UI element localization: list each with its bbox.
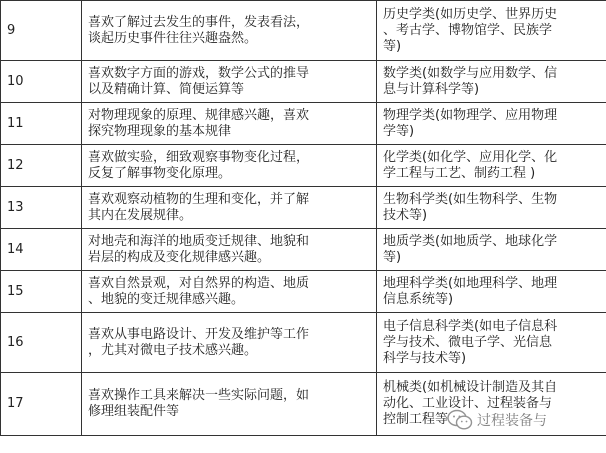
row-number: 14 — [1, 229, 82, 271]
table-row — [1, 373, 606, 436]
major-cell — [377, 187, 606, 229]
table-row — [1, 187, 606, 229]
watermark-text: 过程装备与 — [477, 413, 547, 429]
major-cell — [377, 145, 606, 187]
major-category: 历史学类(如历史学、世界历史 、考古学、博物馆学、民族学 等) — [383, 6, 558, 54]
major-cell — [377, 103, 606, 145]
major-category: 物理学类(如物理学、应用物理 学等) — [383, 107, 558, 139]
major-category: 生物科学类(如生物科学、生物 技术等) — [383, 191, 558, 223]
major-category: 地理科学类(如地理科学、地理 信息系统等) — [383, 275, 558, 307]
row-number: 10 — [1, 61, 82, 103]
table-row — [1, 145, 606, 187]
interest-description: 喜欢做实验，细致观察事物变化过程， 反复了解事物变化原理。 — [88, 149, 310, 181]
table-row — [1, 229, 606, 271]
table-row — [1, 313, 606, 373]
major-cell — [377, 61, 606, 103]
interest-description: 喜欢操作工具来解决一些实际问题，如 修理组装配件等 — [88, 388, 310, 419]
row-number: 11 — [1, 103, 82, 145]
row-number: 15 — [1, 271, 82, 313]
major-cell — [377, 1, 606, 61]
interest-cell — [82, 187, 377, 229]
interest-cell — [82, 61, 377, 103]
row-number: 9 — [1, 1, 82, 61]
interest-cell — [82, 271, 377, 313]
interest-cell — [82, 373, 377, 436]
interest-description: 喜欢从事电路设计、开发及维护等工作 ，尤其对微电子技术感兴趣。 — [88, 326, 310, 358]
row-number: 13 — [1, 187, 82, 229]
interest-cell — [82, 145, 377, 187]
row-number: 17 — [1, 373, 82, 436]
major-category: 化学类(如化学、应用化学、化 学工程与工艺、制药工程 ) — [383, 149, 558, 181]
table-row — [1, 1, 606, 61]
table-body — [1, 1, 606, 436]
major-category: 电子信息科学类(如电子信息科 学与技术、微电子学、光信息 科学与技术等) — [383, 318, 558, 366]
interest-description: 喜欢数字方面的游戏，数学公式的推导 以及精确计算、简便运算等 — [88, 65, 310, 97]
interest-cell — [82, 313, 377, 373]
major-cell — [377, 271, 606, 313]
major-cell — [377, 313, 606, 373]
major-category: 地质学类(如地质学、地球化学 等) — [383, 233, 558, 265]
interest-description: 对地壳和海洋的地质变迁规律、地貌和 岩层的构成及变化规律感兴趣。 — [88, 233, 310, 265]
table-row — [1, 103, 606, 145]
interest-cell — [82, 103, 377, 145]
table-row — [1, 61, 606, 103]
row-number: 12 — [1, 145, 82, 187]
interest-description: 喜欢了解过去发生的事件，发表看法， 谈起历史事件往往兴趣盎然。 — [88, 14, 310, 46]
interest-description: 对物理现象的原理、规律感兴趣，喜欢 探究物理现象的基本规律 — [88, 107, 310, 139]
major-cell — [377, 229, 606, 271]
major-cell — [377, 373, 606, 436]
major-category: 机械类(如机械设计制造及其自 动化、工业设计、过程装备与 控制工程等 — [383, 380, 558, 427]
interest-description: 喜欢自然景观，对自然界的构造、地质 、地貌的变迁规律感兴趣。 — [88, 275, 310, 307]
interest-cell — [82, 1, 377, 61]
table-row — [1, 271, 606, 313]
major-category: 数学类(如数学与应用数学、信 息与计算科学等) — [383, 65, 558, 97]
interest-description: 喜欢观察动植物的生理和变化，并了解 其内在发展规律。 — [88, 191, 310, 223]
row-number: 16 — [1, 313, 82, 373]
interest-cell — [82, 229, 377, 271]
